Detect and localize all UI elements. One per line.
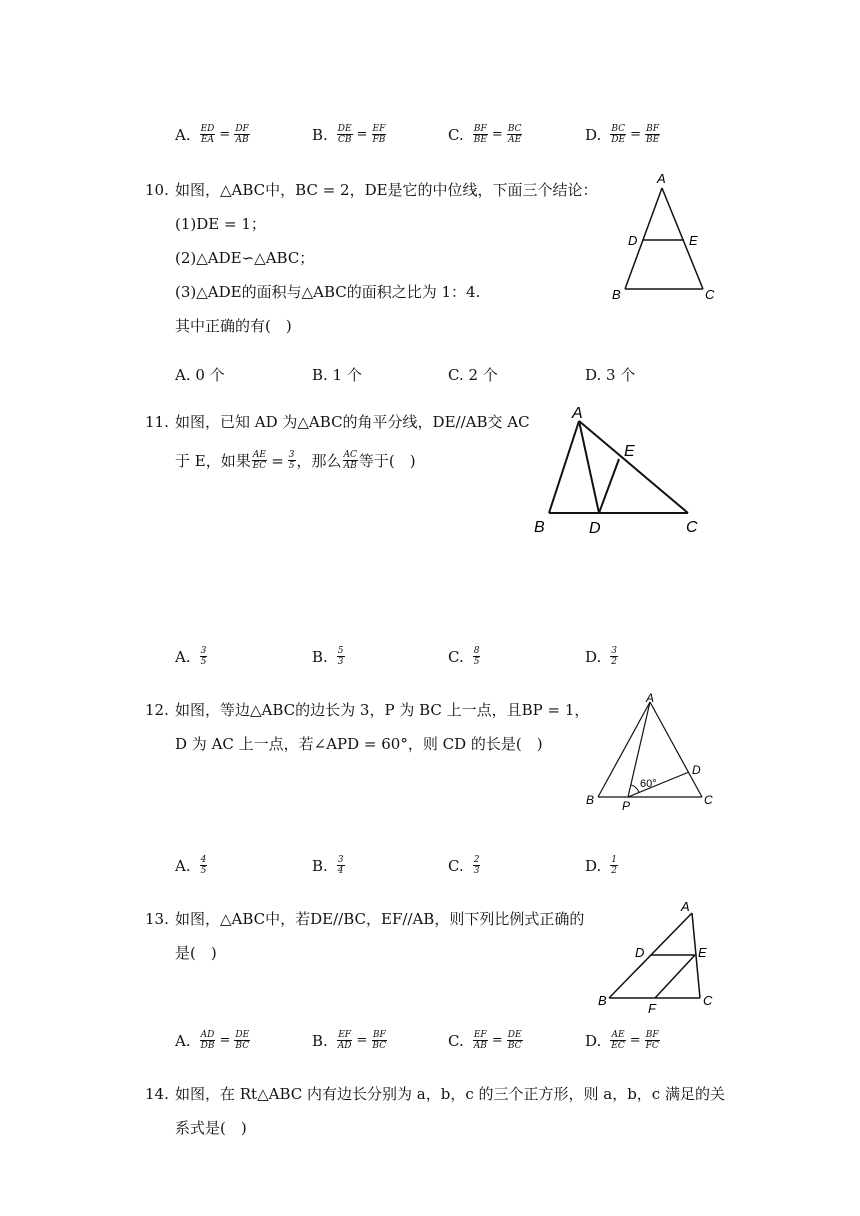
option-label: C. bbox=[448, 125, 464, 144]
label-d: D bbox=[692, 763, 701, 777]
q12-option-c[interactable]: C. $\frac{2}{3}$ bbox=[448, 855, 480, 876]
fraction: $\frac{3}{2}$ bbox=[611, 646, 617, 667]
label-d: D bbox=[635, 945, 645, 960]
label-e: E bbox=[689, 233, 698, 248]
q10-option-a[interactable]: A. 0 个 bbox=[175, 366, 225, 384]
statement-1: (1)DE = 1； bbox=[175, 215, 266, 233]
question-number: 13. bbox=[145, 910, 169, 928]
question-text-line-2: 是( ) bbox=[175, 944, 217, 962]
q13-option-a[interactable]: A. $\frac{AD}{DB}$ = $\frac{DE}{BC}$ bbox=[175, 1030, 250, 1051]
label-a: A bbox=[657, 171, 666, 186]
question-prompt: 其中正确的有( ) bbox=[175, 317, 292, 335]
label-d: D bbox=[589, 520, 601, 537]
question-text: 如图，在 Rt△ABC 内有边长分别为 a，b，c 的三个正方形，则 a，b，c 满足的关 bbox=[175, 1085, 725, 1103]
q10-figure bbox=[605, 168, 730, 308]
q11-option-d[interactable]: D. $\frac{3}{2}$ bbox=[585, 646, 617, 667]
fraction: $\frac{EF}{AD}$ bbox=[337, 1030, 352, 1051]
fraction: $\frac{EF}{FB}$ bbox=[372, 124, 386, 145]
question-text: 如图，已知 AD 为△ABC的角平分线，DE//AB交 AC bbox=[175, 413, 530, 431]
q13-option-c[interactable]: C. $\frac{EF}{AB}$ = $\frac{DE}{BC}$ bbox=[448, 1030, 522, 1051]
q12-option-a[interactable]: A. $\frac{4}{5}$ bbox=[175, 855, 207, 876]
q10-option-b[interactable]: B. 1 个 bbox=[312, 366, 362, 384]
q11-figure bbox=[528, 400, 708, 540]
fraction: $\frac{BF}{FC}$ bbox=[645, 1030, 659, 1051]
fraction: $\frac{5}{3}$ bbox=[337, 646, 344, 667]
label-c: C bbox=[703, 993, 713, 1008]
question-number: 12. bbox=[145, 701, 169, 719]
statement-3: (3)△ADE的面积与△ABC的面积之比为 1：4. bbox=[175, 283, 481, 301]
q11-option-c[interactable]: C. $\frac{8}{5}$ bbox=[448, 646, 480, 667]
label-b: B bbox=[586, 793, 595, 807]
fraction: $\frac{EF}{AB}$ bbox=[473, 1030, 487, 1051]
label-b: B bbox=[598, 993, 607, 1008]
question-text-line-2: 于 E，如果 $\frac{AE}{EC}$ = $\frac{3}{5}$ ，那么 $\frac{AC}{AB}$ 等于( ) bbox=[175, 450, 416, 471]
option-label: D. bbox=[585, 125, 602, 144]
question-text-line-2: D 为 AC 上一点，若∠APD = 60°，则 CD 的长是( ) bbox=[175, 735, 543, 753]
fraction: $\frac{DF}{AB}$ bbox=[235, 124, 249, 145]
label-p: P bbox=[622, 799, 631, 813]
label-a: A bbox=[646, 691, 655, 705]
question-number: 14. bbox=[145, 1085, 169, 1103]
question-text: 如图，等边△ABC的边长为 3，P 为 BC 上一点，且BP = 1， bbox=[175, 701, 590, 719]
label-c: C bbox=[705, 287, 715, 302]
fraction: $\frac{3}{4}$ bbox=[337, 855, 344, 876]
label-a: A bbox=[572, 405, 583, 422]
statement-2: (2)△ADE∽△ABC； bbox=[175, 249, 315, 267]
fraction: $\frac{8}{5}$ bbox=[473, 646, 480, 667]
q12-figure bbox=[580, 686, 725, 816]
fraction: $\frac{BF}{BE}$ bbox=[473, 124, 487, 145]
fraction: $\frac{DE}{CB}$ bbox=[337, 124, 352, 145]
fraction: $\frac{3}{5}$ bbox=[288, 450, 295, 471]
question-text: 如图，△ABC中，若DE//BC，EF//AB，则下列比例式正确的 bbox=[175, 910, 585, 928]
question-text: 如图，△ABC中，BC = 2，DE是它的中位线，下面三个结论： bbox=[175, 181, 598, 199]
q9-option-c[interactable]: C. $\frac{BF}{BE}$ = $\frac{BC}{AE}$ bbox=[448, 124, 522, 145]
fraction: $\frac{BC}{DE}$ bbox=[611, 124, 626, 145]
label-e: E bbox=[624, 443, 635, 460]
fraction: $\frac{AE}{EC}$ bbox=[252, 450, 267, 471]
fraction: $\frac{BF}{BE}$ bbox=[645, 124, 660, 145]
question-text-line-2: 系式是( ) bbox=[175, 1119, 247, 1137]
fraction: $\frac{AE}{EC}$ bbox=[611, 1030, 625, 1051]
label-c: C bbox=[686, 519, 698, 536]
fraction: $\frac{2}{3}$ bbox=[473, 855, 480, 876]
fraction: $\frac{1}{2}$ bbox=[611, 855, 617, 876]
fraction: $\frac{4}{5}$ bbox=[200, 855, 207, 876]
option-label: A. bbox=[175, 125, 191, 144]
q9-option-a[interactable]: A. $\frac{ED}{EA}$ = $\frac{DF}{AB}$ bbox=[175, 124, 249, 145]
angle-label: 60° bbox=[640, 778, 657, 790]
fraction: $\frac{3}{5}$ bbox=[200, 646, 207, 667]
fraction: $\frac{DE}{BC}$ bbox=[235, 1030, 250, 1051]
question-number: 11. bbox=[145, 413, 169, 431]
label-e: E bbox=[698, 945, 707, 960]
fraction: $\frac{DE}{BC}$ bbox=[507, 1030, 522, 1051]
fraction: $\frac{AD}{DB}$ bbox=[200, 1030, 215, 1051]
label-c: C bbox=[704, 793, 713, 807]
fraction: $\frac{ED}{EA}$ bbox=[200, 124, 215, 145]
q11-option-a[interactable]: A. $\frac{3}{5}$ bbox=[175, 646, 207, 667]
q12-option-b[interactable]: B. $\frac{3}{4}$ bbox=[312, 855, 344, 876]
q9-option-b[interactable]: B. $\frac{DE}{CB}$ = $\frac{EF}{FB}$ bbox=[312, 124, 386, 145]
label-b: B bbox=[534, 519, 545, 536]
label-b: B bbox=[612, 287, 621, 302]
label-f: F bbox=[648, 1001, 656, 1016]
q10-option-d[interactable]: D. 3 个 bbox=[585, 366, 636, 384]
q13-option-d[interactable]: D. $\frac{AE}{EC}$ = $\frac{BF}{FC}$ bbox=[585, 1030, 659, 1051]
fraction: $\frac{BC}{AE}$ bbox=[507, 124, 522, 145]
q13-option-b[interactable]: B. $\frac{EF}{AD}$ = $\frac{BF}{BC}$ bbox=[312, 1030, 387, 1051]
q12-option-d[interactable]: D. $\frac{1}{2}$ bbox=[585, 855, 617, 876]
fraction: $\frac{BF}{BC}$ bbox=[372, 1030, 387, 1051]
q11-option-b[interactable]: B. $\frac{5}{3}$ bbox=[312, 646, 344, 667]
fraction: $\frac{AC}{AB}$ bbox=[343, 450, 357, 471]
question-number: 10. bbox=[145, 181, 169, 199]
q13-figure bbox=[595, 895, 725, 1020]
option-label: B. bbox=[312, 125, 328, 144]
label-d: D bbox=[628, 233, 638, 248]
label-a: A bbox=[681, 899, 690, 914]
q10-option-c[interactable]: C. 2 个 bbox=[448, 366, 498, 384]
q9-option-d[interactable]: D. $\frac{BC}{DE}$ = $\frac{BF}{BE}$ bbox=[585, 124, 660, 145]
